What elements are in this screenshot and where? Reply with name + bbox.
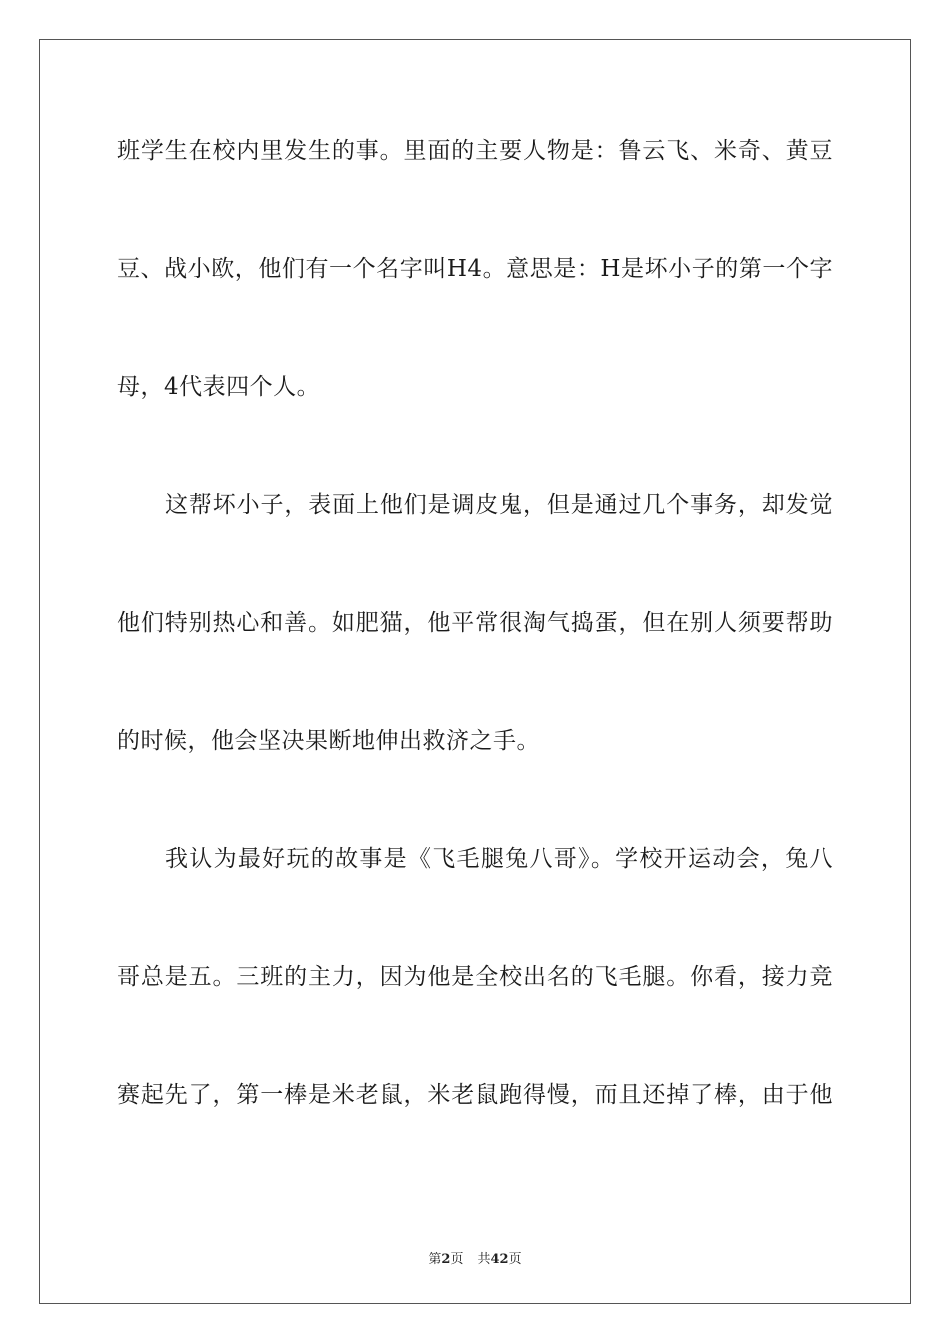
footer-total-prefix: 共	[477, 1252, 491, 1267]
text-line-8: 哥总是五。三班的主力，因为他是全校出名的飞毛腿。你看，接力竞	[117, 964, 833, 990]
text-line-5: 他们特别热心和善。如肥猫，他平常很淘气捣蛋，但在别人须要帮助	[117, 610, 833, 636]
text-line-9: 赛起先了，第一棒是米老鼠，米老鼠跑得慢，而且还掉了棒，由于他	[117, 1082, 833, 1108]
footer-page-number: 2	[441, 1252, 451, 1267]
text-line-1: 班学生在校内里发生的事。里面的主要人物是：鲁云飞、米奇、黄豆	[117, 138, 833, 164]
text-line-6: 的时候，他会坚决果断地伸出救济之手。	[117, 728, 540, 754]
footer-total-pages: 42	[490, 1252, 509, 1267]
footer-total-suffix: 页	[508, 1252, 522, 1267]
text-line-2: 豆、战小欧，他们有一个名字叫H4。意思是：H是坏小子的第一个字	[117, 256, 833, 282]
footer-page-suffix: 页	[450, 1252, 464, 1267]
text-line-7: 我认为最好玩的故事是《飞毛腿兔八哥》。学校开运动会，兔八	[165, 846, 833, 872]
document-body	[117, 128, 833, 1190]
footer-page-prefix: 第	[428, 1252, 442, 1267]
page-footer	[0, 1248, 950, 1267]
text-line-4: 这帮坏小子，表面上他们是调皮鬼，但是通过几个事务，却发觉	[165, 492, 833, 518]
text-line-3: 母，4代表四个人。	[117, 374, 321, 400]
